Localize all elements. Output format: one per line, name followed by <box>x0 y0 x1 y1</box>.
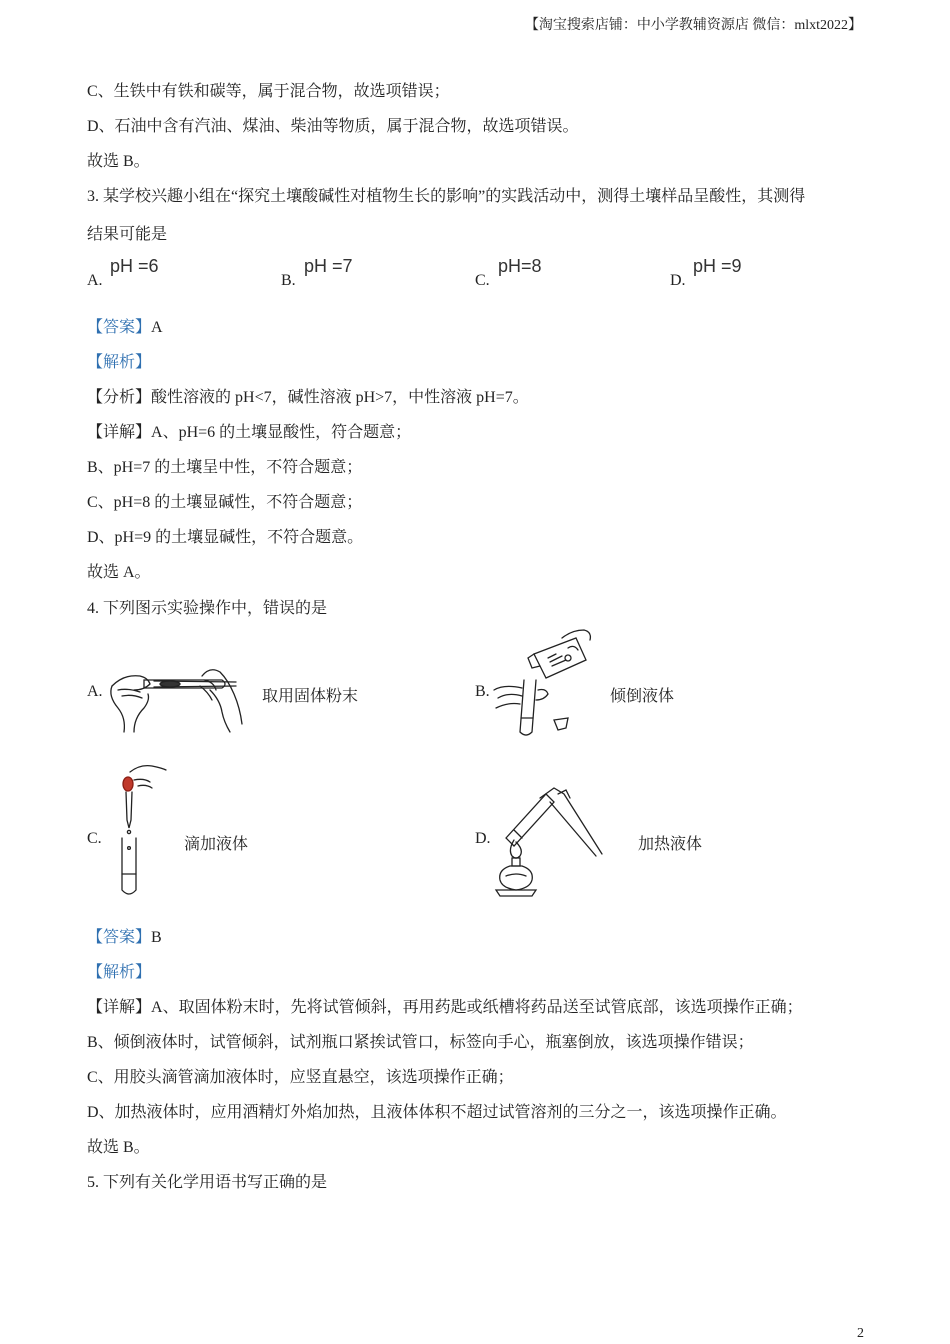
q3-stem-line2: 结果可能是 <box>87 226 168 243</box>
page-header: 【淘宝搜索店铺：中小学教辅资源店 微信：mlxt2022】 <box>524 18 862 33</box>
q3-option-b-value: pH =7 <box>304 256 353 276</box>
q3-option-a-value: pH =6 <box>110 256 159 276</box>
q3-choose: 故选 A。 <box>87 564 151 581</box>
q3-option-d-label: D. <box>670 272 686 289</box>
q3-fenxi-line <box>87 388 529 408</box>
q3-detail-d: D、pH=9 的土壤显碱性，不符合题意。 <box>87 529 364 546</box>
liquid-pouring-figure <box>492 628 596 736</box>
q4-choose: 故选 B。 <box>87 1139 150 1156</box>
prev-option-d-text: D、石油中含有汽油、煤油、柴油等物质，属于混合物，故选项错误。 <box>87 118 579 135</box>
q4-option-d-caption: 加热液体 <box>638 836 703 853</box>
q4-detail-a: A、取固体粉末时，先将试管倾斜，再用药匙或纸槽将药品送至试管底部，该选项操作正确； <box>151 999 803 1016</box>
q3-fenxi-tag: 【分析】 <box>87 389 152 406</box>
q3-analysis-tag: 【解析】 <box>87 354 152 371</box>
q3-answer-line <box>87 318 163 338</box>
q3-detail-b: B、pH=7 的土壤呈中性，不符合题意； <box>87 459 363 476</box>
prev-choose: 故选 B。 <box>87 153 150 170</box>
q3-option-d-value: pH =9 <box>693 256 742 276</box>
q4-option-a-label: A. <box>87 683 103 700</box>
q3-answer: A <box>151 319 163 336</box>
q4-detail-a-line <box>87 998 803 1018</box>
q4-option-c-caption: 滴加液体 <box>184 836 249 853</box>
q4-analysis-tag: 【解析】 <box>87 964 152 981</box>
q4-stem: 4. 下列图示实验操作中，错误的是 <box>87 600 328 617</box>
q4-option-d-label: D. <box>475 830 491 847</box>
q4-answer-line <box>87 928 162 948</box>
heating-liquid-figure <box>492 784 606 898</box>
q4-option-c-label: C. <box>87 830 102 847</box>
q3-detail-a-line <box>87 423 411 443</box>
page-number: 2 <box>857 1326 864 1341</box>
q3-answer-tag: 【答案】 <box>87 319 152 336</box>
q3-detail-a: A、pH=6 的土壤显酸性，符合题意； <box>151 424 412 441</box>
q5-stem: 5. 下列有关化学用语书写正确的是 <box>87 1174 328 1191</box>
q3-option-c-value: pH=8 <box>498 256 542 276</box>
q4-option-b-label: B. <box>475 683 490 700</box>
q4-option-a-caption: 取用固体粉末 <box>262 688 359 705</box>
powder-transfer-figure <box>104 660 246 736</box>
q4-answer-tag: 【答案】 <box>87 929 152 946</box>
q4-answer: B <box>151 929 162 946</box>
q4-option-b-caption: 倾倒液体 <box>610 688 675 705</box>
prev-option-c-text: C、生铁中有铁和碳等，属于混合物，故选项错误； <box>87 83 450 100</box>
q3-xiangjie-tag: 【详解】 <box>87 424 152 441</box>
q4-detail-d: D、加热液体时，应用酒精灯外焰加热，且液体体积不超过试管溶剂的三分之一，该选项操作正确。 <box>87 1104 787 1121</box>
q3-option-c-label: C. <box>475 272 490 289</box>
dropper-figure <box>112 762 170 898</box>
q3-fenxi: 酸性溶液的 pH<7，碱性溶液 pH>7，中性溶液 pH=7。 <box>151 389 529 406</box>
q4-detail-c: C、用胶头滴管滴加液体时，应竖直悬空，该选项操作正确； <box>87 1069 514 1086</box>
q3-stem-line1: 3. 某学校兴趣小组在“探究土壤酸碱性对植物生长的影响”的实践活动中，测得土壤样品呈酸性，其测得 <box>87 188 806 205</box>
q4-detail-b: B、倾倒液体时，试管倾斜，试剂瓶口紧挨试管口，标签向手心，瓶塞倒放，该选项操作错误； <box>87 1034 754 1051</box>
q3-option-a-label: A. <box>87 272 103 289</box>
q4-xiangjie-tag: 【详解】 <box>87 999 152 1016</box>
q3-detail-c: C、pH=8 的土壤显碱性，不符合题意； <box>87 494 363 511</box>
q3-option-b-label: B. <box>281 272 296 289</box>
